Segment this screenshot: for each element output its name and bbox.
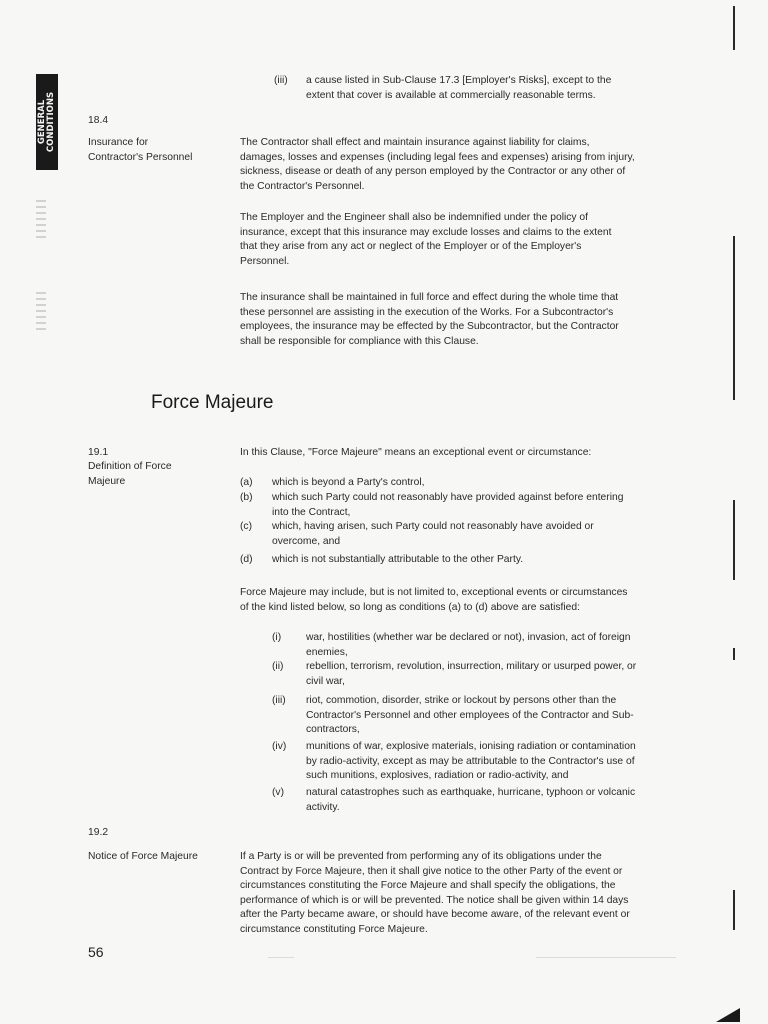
item-text-line: extent that cover is available at commercially reasonable terms.: [306, 89, 596, 101]
clause-18-4-title: Insurance for Contractor's Personnel: [88, 137, 193, 163]
clause-19-2-title: Notice of Force Majeure: [88, 851, 198, 862]
section-side-tab: [36, 74, 58, 170]
side-tab-label: GENERAL CONDITIONS: [37, 91, 56, 153]
faint-footer-line: [536, 957, 676, 958]
scan-edge-line: [733, 6, 735, 50]
item-label: (iii): [274, 75, 288, 86]
item-text-line: a cause listed in Sub-Clause 17.3 [Employer's Risks], except to the: [306, 75, 612, 86]
clause-18-4-paragraph-3: The insurance shall be maintained in full force and effect during the whole time that these personnel are assisting in the execution of the Works. For a Subcontractor's employees, the insurance may be effected by the Subcontractor, but the Contractor shall be responsible for compliance with this Clause.: [240, 292, 619, 347]
section-heading: Force Majeure: [151, 392, 274, 413]
clause-19-1-intro: In this Clause, "Force Majeure" means an exceptional event or circumstance:: [240, 447, 592, 458]
scan-margin-mark: [36, 200, 46, 240]
scan-edge-line: [733, 500, 735, 580]
faint-footer-line: [268, 957, 294, 958]
scan-margin-mark: [36, 292, 46, 332]
page-number: 56: [88, 944, 104, 960]
document-page: GENERAL CONDITIONS (iii) a cause listed in Sub-Clause 17.3 [Employer's Risks], except to the extent that cover is available at commercially reasonable terms. 18.4 Insurance for Contractor's Personnel The Contractor shall effect and maintain insurance against liability for claims, damages, losses and expenses (including legal fees and expenses) arising from injury, sickness, disease or death of any person employed by the Contractor or any other of the Contractor's Personnel. The Employer and the Engineer shall also be indemnified under the policy of insurance, except that this insurance may exclude losses and claims to the extent that they arise from any act or neglect of the Employer or of the Employer's Personnel. The insurance shall be maintained in full force and effect during the whole time that these personnel are assisting in the execution of the Works. For a Subcontractor's employees, the insurance may be effected by the Subcontractor, but the Contractor shall be responsible for compliance with this Clause. Force Majeure 19.1 Definition of Force Majeure In this Clause, "Force Majeure" means an exceptional event or circumstance: (a) which is beyond a Party's control, (b) which such Party could not reasonably have provided against before entering into the Contract, (c) which, having arisen, such Party could not reasonably have avoided or overcome, and (d) which is not substantially attributable to the other Party. Force Majeure may include, but is not limited to, exceptional events or circumstances of the kind listed below, so long as conditions (a) to (d) above are satisfied: (i) war, hostilities (whether war be declared or not), invasion, act of foreign enemies, (ii) rebellion, terrorism, revolution, insurrection, military or usurped power, or civil war, (iii) riot, commotion, disorder, strike or lockout by persons other than the Contractor's Personnel and other employees of the Contractor and Sub- contractors, (iv) munitions of war, explosive materials, ionising radiation or contamination by radio-activity, except as may be attributable to the Contractor's use of such munitions, explosives, radiation or radio-activity, and (v) natural catastrophes such as earthquake, hurricane, typhoon or volcanic activity. 19.2 Notice of Force Majeure If a Party is or will be prevented from performing any of its obligations under the Contract by Force Majeure, then it shall give notice to the other Party of the event or circumstances constituting the Force Majeure and shall specify the obligations, the performance of which is or will be prevented. The notice shall be given within 14 days after the Party became aware, or should have become aware, of the relevant event or circumstance constituting Force Majeure. 56: [0, 0, 768, 1024]
clause-18-4-number: 18.4: [88, 115, 109, 126]
clause-19-1-number: 19.1: [88, 447, 109, 458]
clause-19-2-number: 19.2: [88, 827, 109, 838]
clause-19-1-paragraph-2: Force Majeure may include, but is not limited to, exceptional events or circumstances of the kind listed below, so long as conditions (a) to (d) above are satisfied:: [240, 587, 628, 613]
clause-19-2-paragraph: If a Party is or will be prevented from performing any of its obligations under the Contract by Force Majeure, then it shall give notice to the other Party of the event or circumstances constituting the Force Majeure and shall specify the obligations, the performance of which is or will be prevented. The notice shall be given within 14 days after the Party became aware, or should have become aware, of the relevant event or circumstance constituting Force Majeure.: [240, 851, 630, 935]
clause-19-1-title: Definition of Force Majeure: [88, 461, 172, 487]
scan-edge-line: [733, 236, 735, 400]
scan-corner-mark: [716, 1008, 740, 1022]
scan-edge-line: [733, 648, 735, 660]
clause-18-4-paragraph-1: The Contractor shall effect and maintain insurance against liability for claims, damages, losses and expenses (including legal fees and expenses) arising from injury, sickness, disease or death of any person employed by the Contractor or any other of the Contractor's Personnel.: [240, 137, 635, 192]
scan-edge-line: [733, 890, 735, 930]
clause-18-4-paragraph-2: The Employer and the Engineer shall also be indemnified under the policy of insurance, except that this insurance may exclude losses and claims to the extent that they arise from any act or neglect of the Employer or of the Employer's Personnel.: [240, 212, 612, 267]
